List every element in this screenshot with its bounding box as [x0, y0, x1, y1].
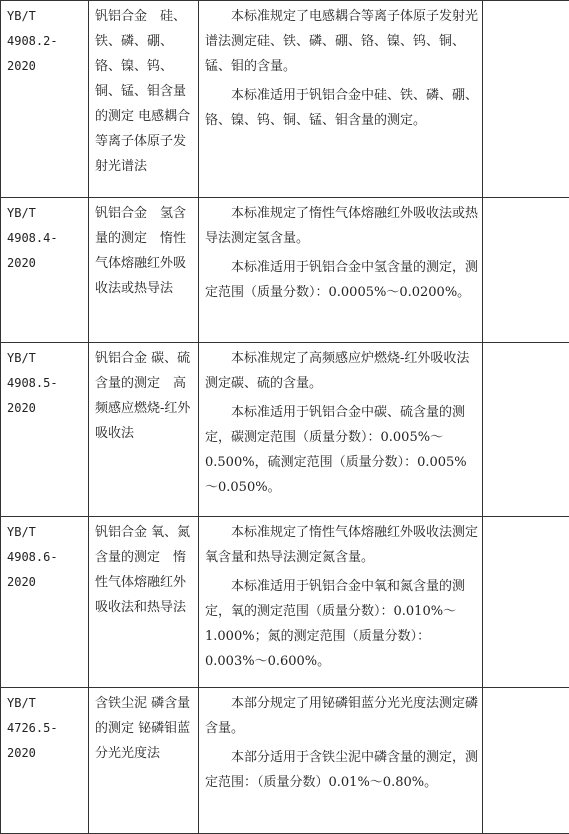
standard-name-cell: 钒铝合金 氧、氮含量的测定 惰性气体熔融红外吸收法和热导法 [89, 517, 199, 688]
standard-code-cell [1, 517, 89, 688]
table-row [1, 343, 569, 517]
remark-cell [483, 198, 569, 343]
scope-paragraph: 本标准适用于钒铝合金中硅、铁、磷、硼、铬、镍、钨、铜、锰、钼含量的测定。 [205, 88, 479, 128]
standard-name-cell: 钒铝合金 碳、硫含量的测定 高频感应燃烧-红外吸收法 [89, 343, 199, 517]
standard-code-part: 2020 [7, 401, 36, 415]
scope-paragraph: 本标准规定了惰性气体熔融红外吸收法或热导法测定氢含量。 [205, 206, 479, 246]
standard-code-cell [1, 198, 89, 343]
remark-cell [483, 1, 569, 198]
standard-code-cell [1, 688, 89, 834]
standard-code-part: YB/T [7, 9, 36, 23]
scope-paragraph: 本部分规定了用铋磷钼蓝分光光度法测定磷含量。 [205, 696, 479, 736]
standard-scope-cell [199, 198, 483, 343]
standard-code-part: 4908.4- [7, 231, 58, 245]
remark-cell [483, 343, 569, 517]
standard-scope-cell [199, 343, 483, 517]
table-row [1, 517, 569, 688]
standard-code-part: YB/T [7, 206, 36, 220]
standard-code-part: 2020 [7, 59, 36, 73]
standard-scope-cell [199, 517, 483, 688]
scope-paragraph: 本标准规定了高频感应炉燃烧-红外吸收法测定碳、硫的含量。 [205, 351, 470, 391]
standard-name-cell: 含铁尘泥 磷含量的测定 铋磷钼蓝分光光度法 [89, 688, 199, 834]
table-row [1, 198, 569, 343]
scope-paragraph: 本标准规定了电感耦合等离子体原子发射光谱法测定硅、铁、磷、硼、铬、镍、钨、铜、锰、钼的含量。 [205, 9, 479, 74]
scope-paragraph: 本标准规定了惰性气体熔融红外吸收法测定氧含量和热导法测定氮含量。 [205, 525, 479, 565]
standard-code-part: 2020 [7, 746, 36, 760]
standard-scope-cell [199, 1, 483, 198]
table-row [1, 688, 569, 834]
standard-code-part: 2020 [7, 575, 36, 589]
standard-code-part: 4726.5- [7, 721, 58, 735]
standard-code-part: 4908.2- [7, 34, 58, 48]
standard-code-part: 2020 [7, 256, 36, 270]
scope-paragraph: 本标准适用于钒铝合金中碳、硫含量的测定，碳测定范围（质量分数）：0.005%～0.500%，硫测定范围（质量分数）：0.005%～0.050%。 [205, 405, 467, 495]
standard-code-part: YB/T [7, 696, 36, 710]
scope-paragraph: 本部分适用于含铁尘泥中磷含量的测定，测定范围：（质量分数）0.01%～0.80%。 [205, 750, 479, 790]
standard-code-cell [1, 1, 89, 198]
standard-code-part: 4908.5- [7, 376, 58, 390]
standard-scope-cell [199, 688, 483, 834]
standard-name-cell: 钒铝合金 氢含量的测定 惰性气体熔融红外吸收法或热导法 [89, 198, 199, 343]
table-row [1, 1, 569, 198]
standard-code-cell [1, 343, 89, 517]
standard-code-part: 4908.6- [7, 550, 58, 564]
standard-name-cell: 钒铝合金 硅、铁、磷、硼、铬、镍、钨、铜、锰、钼含量的测定 电感耦合等离子体原子发射光谱法 [89, 1, 199, 198]
scope-paragraph: 本标准适用于钒铝合金中氧和氮含量的测定，氧的测定范围（质量分数）：0.010%～1.000%；氮的测定范围（质量分数）：0.003%～0.600%。 [205, 579, 466, 669]
standard-code-part: YB/T [7, 351, 36, 365]
remark-cell [483, 688, 569, 834]
scope-paragraph: 本标准适用于钒铝合金中氢含量的测定，测定范围（质量分数）：0.0005%～0.0200%。 [205, 260, 479, 300]
remark-cell [483, 517, 569, 688]
standard-code-part: YB/T [7, 525, 36, 539]
